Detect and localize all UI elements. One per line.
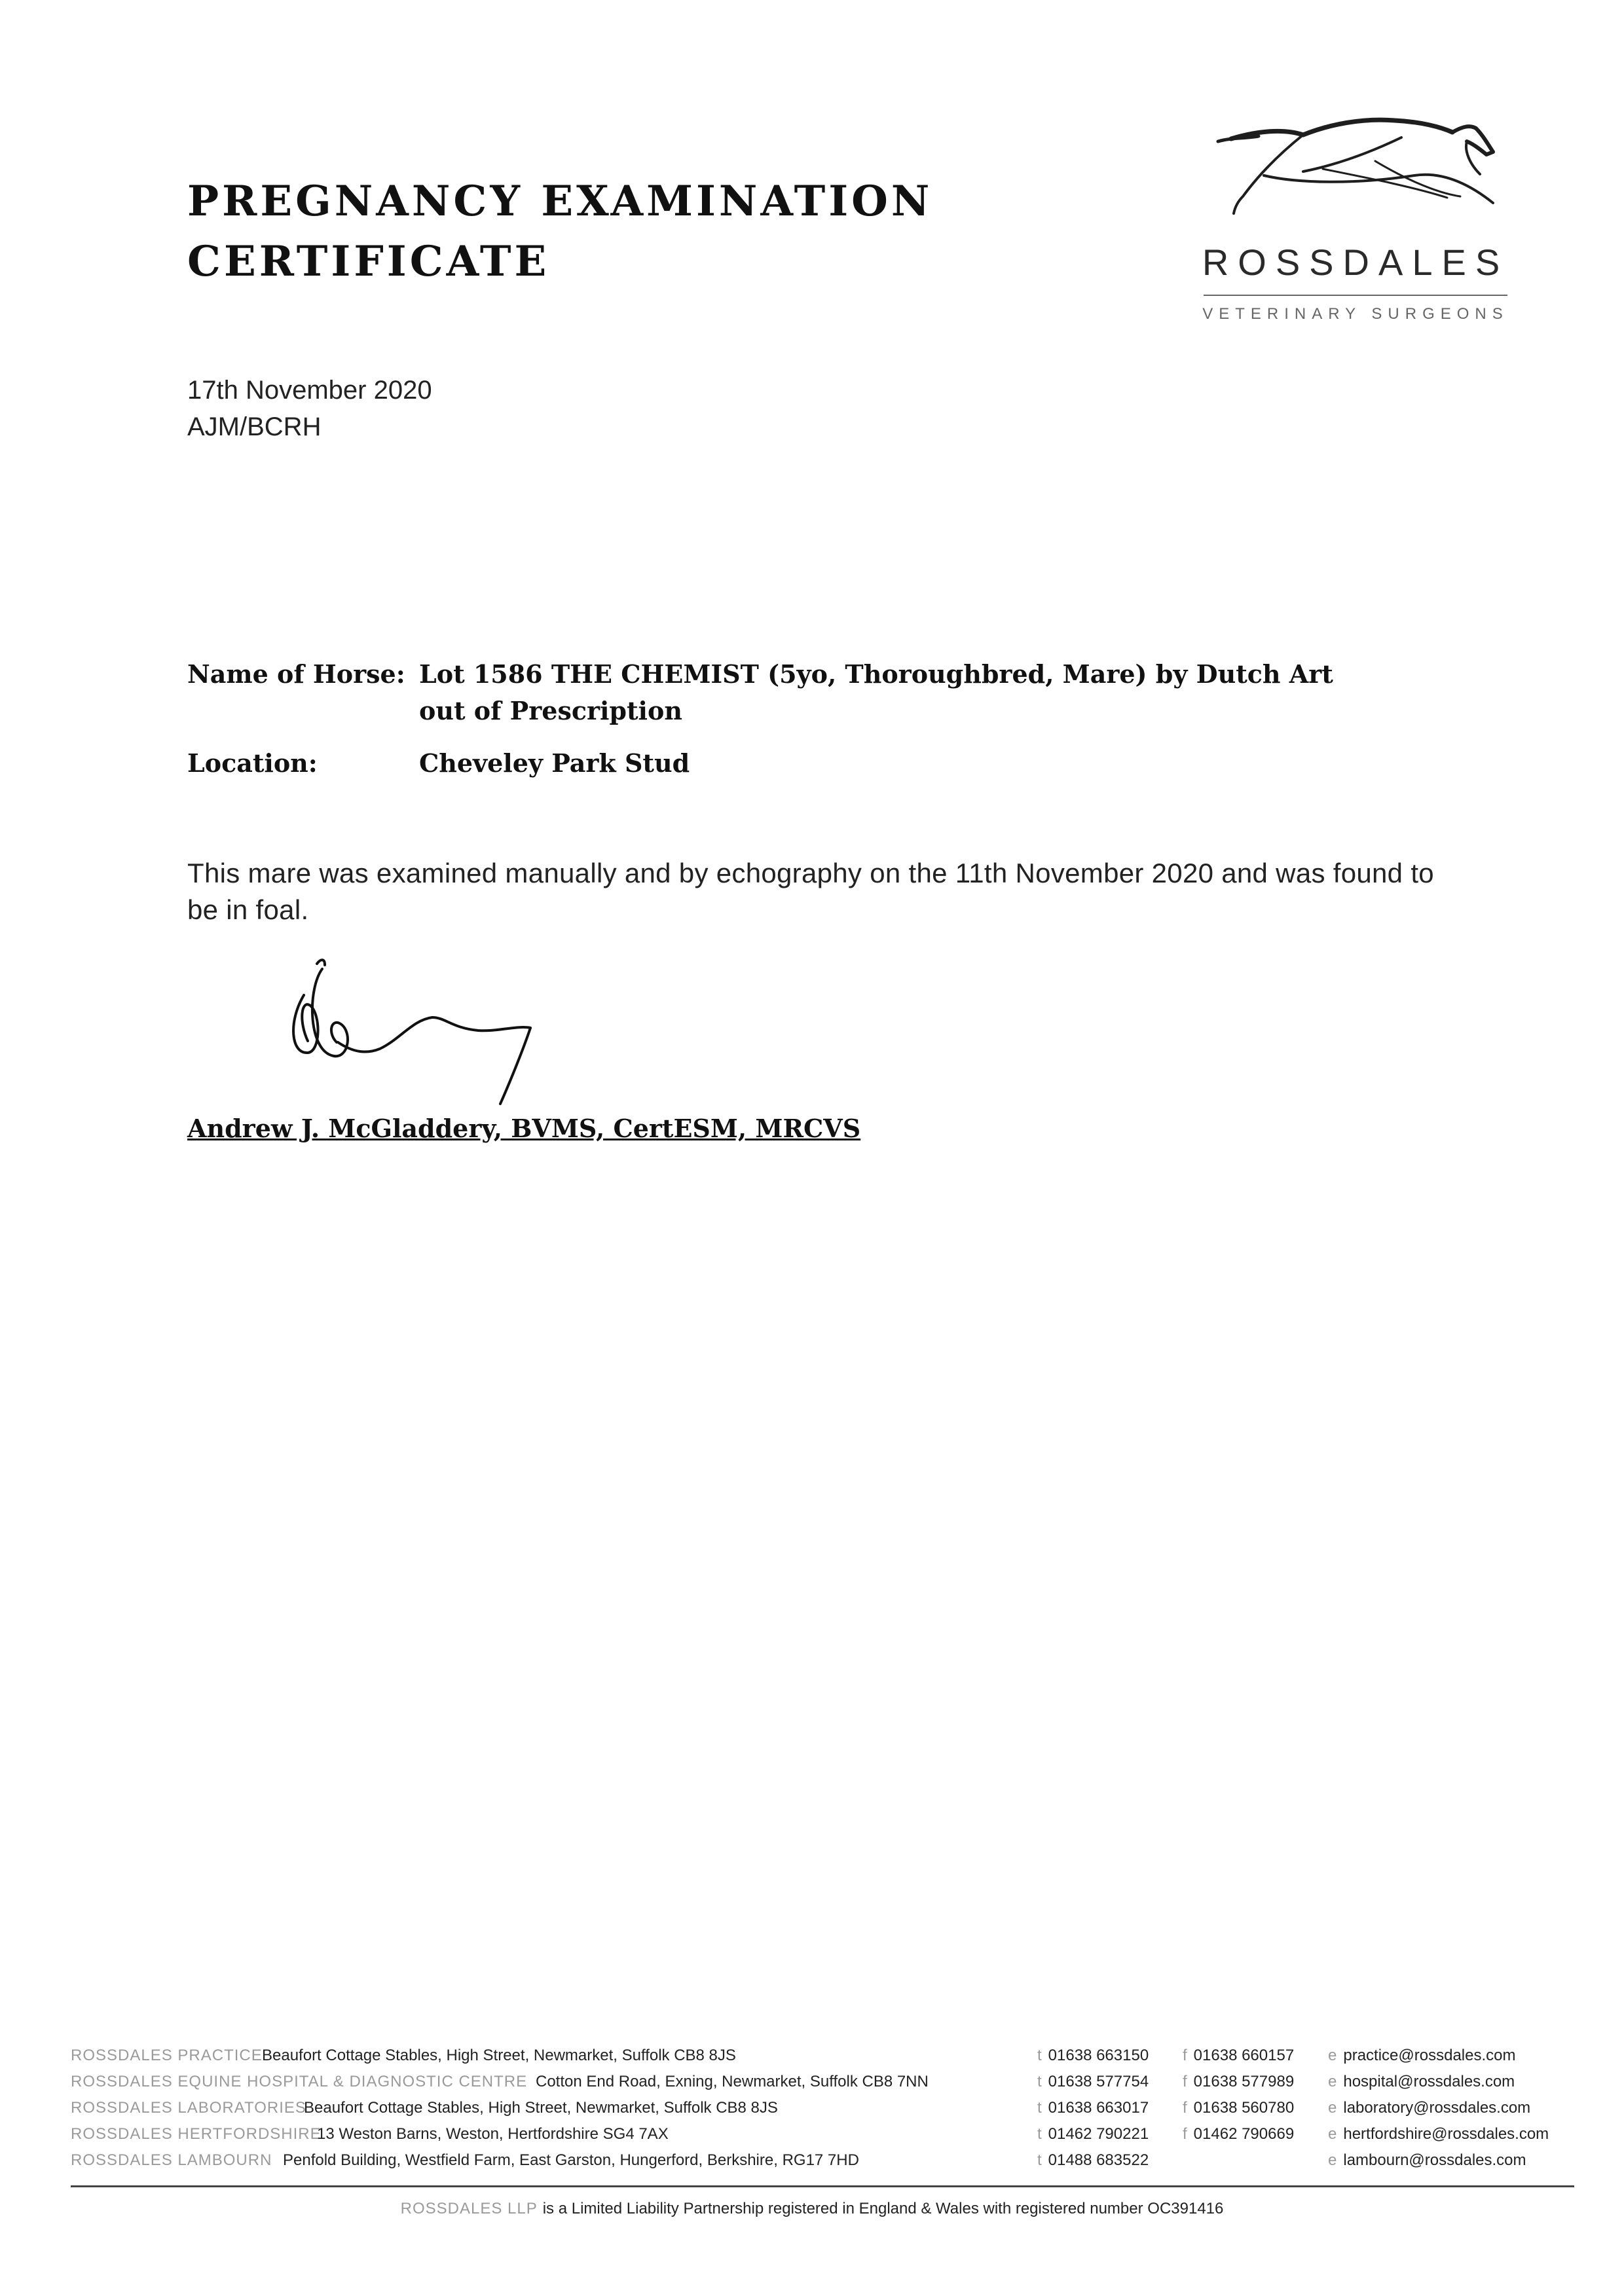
office-email[interactable]: laboratory@rossdales.com <box>1343 2099 1531 2117</box>
logo-divider <box>1204 295 1507 296</box>
galloping-horse-icon <box>1205 98 1506 249</box>
registration-note <box>0 2200 1624 2218</box>
llp-name: ROSSDALES LLP <box>400 2200 538 2217</box>
office-name: ROSSDALES LABORATORIES <box>71 2099 306 2117</box>
footer-row-hospital: ROSSDALES EQUINE HOSPITAL & DIAGNOSTIC CENTRE Cotton End Road, Exning, Newmarket, Suffolk CB8 7NN t 01638 577754 f 01638 577989 e hospital@rossdales.com <box>71 2073 1515 2090</box>
office-name: ROSSDALES PRACTICE <box>71 2047 263 2064</box>
footer-row-practice: ROSSDALES PRACTICE Beaufort Cottage Stables, High Street, Newmarket, Suffolk CB8 8JS t 01638 663150 f 01638 660157 e practice@rossdales.com <box>71 2047 1516 2064</box>
horse-name-value: Lot 1586 THE CHEMIST (5yo, Thoroughbred, Mare) by Dutch Art out of Prescription <box>419 659 1333 725</box>
office-email[interactable]: hertfordshire@rossdales.com <box>1343 2125 1549 2143</box>
location-label: Location: <box>187 748 318 778</box>
office-address: 13 Weston Barns, Weston, Hertfordshire SG4 7AX <box>317 2125 669 2143</box>
office-fax: 01638 577989 <box>1193 2073 1295 2090</box>
office-tel: 01638 577754 <box>1048 2073 1149 2090</box>
office-email[interactable]: practice@rossdales.com <box>1343 2047 1516 2064</box>
footer-contacts <box>71 2047 1570 2178</box>
office-address: Beaufort Cottage Stables, High Street, Newmarket, Suffolk CB8 8JS <box>262 2047 736 2064</box>
footer-divider <box>71 2185 1574 2187</box>
office-fax: 01462 790669 <box>1193 2125 1295 2143</box>
office-name: ROSSDALES EQUINE HOSPITAL & DIAGNOSTIC CENTRE <box>71 2073 528 2090</box>
reference-block <box>187 372 432 445</box>
footer-row-hertfordshire: ROSSDALES HERTFORDSHIRE 13 Weston Barns, Weston, Hertfordshire SG4 7AX t 01462 790221 f 01462 790669 e hertfordshire@rossdales.com <box>71 2125 1549 2143</box>
office-tel: 01638 663150 <box>1048 2047 1149 2064</box>
office-email[interactable]: lambourn@rossdales.com <box>1343 2151 1526 2169</box>
handwritten-signature <box>282 949 622 1113</box>
brand-subtitle: VETERINARY SURGEONS <box>1202 305 1509 323</box>
office-name: ROSSDALES HERTFORDSHIRE <box>71 2125 322 2143</box>
title-line-1: PREGNANCY EXAMINATION <box>187 177 933 226</box>
brand-name: ROSSDALES <box>1202 242 1509 283</box>
document-date: 17th November 2020 <box>187 376 432 405</box>
horse-name-label: Name of Horse: <box>187 659 405 689</box>
location-value: Cheveley Park Stud <box>419 748 690 778</box>
footer-row-laboratories: ROSSDALES LABORATORIES Beaufort Cottage Stables, High Street, Newmarket, Suffolk CB8 8JS t 01638 663017 f 01638 560780 e laboratory@rossdales.com <box>71 2099 1531 2117</box>
office-email[interactable]: hospital@rossdales.com <box>1343 2073 1515 2090</box>
office-fax: 01638 560780 <box>1193 2099 1295 2117</box>
office-tel: 01462 790221 <box>1048 2125 1149 2143</box>
reference-code: AJM/BCRH <box>187 412 322 441</box>
office-tel: 01638 663017 <box>1048 2099 1149 2117</box>
office-tel: 01488 683522 <box>1048 2151 1149 2169</box>
office-address: Beaufort Cottage Stables, High Street, Newmarket, Suffolk CB8 8JS <box>304 2099 778 2117</box>
title-line-2: CERTIFICATE <box>187 237 550 286</box>
llp-text: is a Limited Liability Partnership registered in England & Wales with registered number OC391416 <box>542 2200 1224 2217</box>
certificate-title <box>187 172 932 292</box>
office-address: Penfold Building, Westfield Farm, East Garston, Hungerford, Berkshire, RG17 7HD <box>283 2151 859 2169</box>
office-name: ROSSDALES LAMBOURN <box>71 2151 272 2169</box>
examination-statement: This mare was examined manually and by echography on the 11th November 2020 and was found to be in foal. <box>187 858 1434 925</box>
signatory-name: Andrew J. McGladdery, BVMS, CertESM, MRCVS <box>187 1114 861 1143</box>
office-address: Cotton End Road, Exning, Newmarket, Suffolk CB8 7NN <box>536 2073 929 2090</box>
office-fax: 01638 660157 <box>1193 2047 1295 2064</box>
footer-row-lambourn: ROSSDALES LAMBOURN Penfold Building, Westfield Farm, East Garston, Hungerford, Berkshire, RG17 7HD t 01488 683522 e lambourn@rossdales.com <box>71 2151 1526 2169</box>
